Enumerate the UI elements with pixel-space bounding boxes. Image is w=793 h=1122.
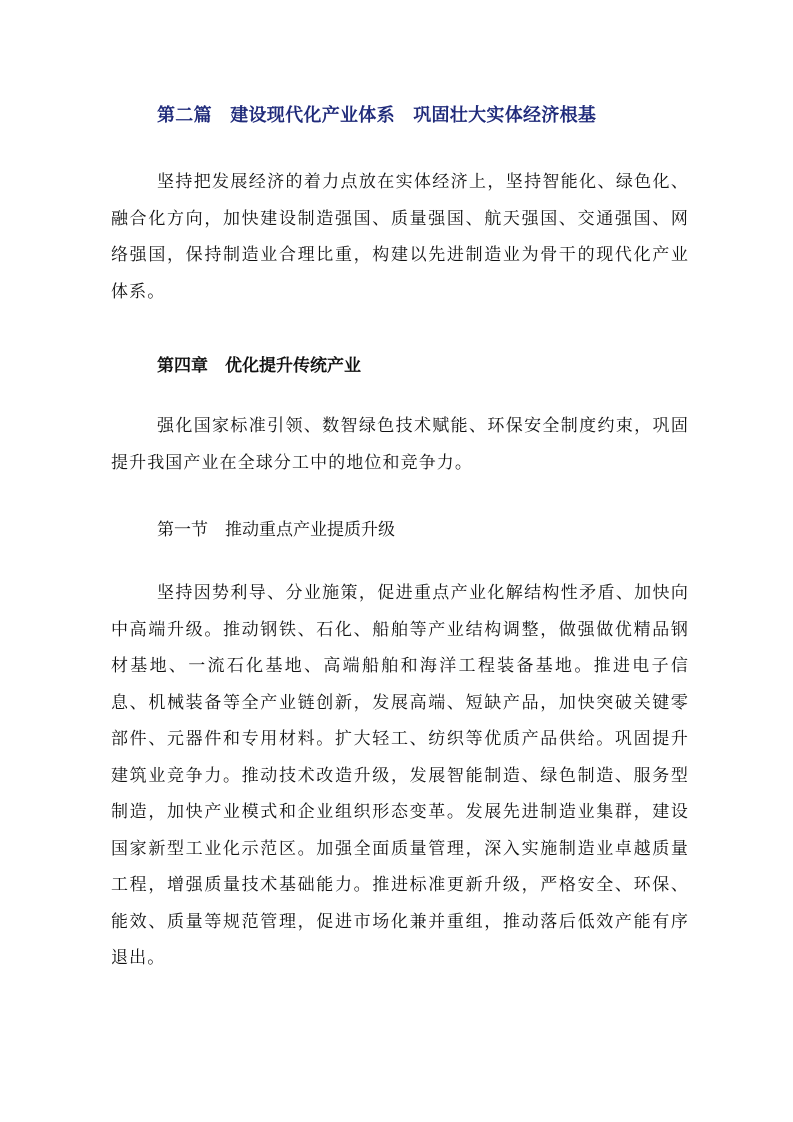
- section-body-paragraph: 坚持因势利导、分业施策，促进重点产业化解结构性矛盾、加快向中高端升级。推动钢铁、石化、船舶等产业结构调整，做强做优精品钢材基地、一流石化基地、高端船舶和海洋工程装备基地。推进电子信息、机械装备等全产业链创新，发展高端、短缺产品，加快突破关键零部件、元器件和专用材料。扩大轻工、纺织等优质产品供给。巩固提升建筑业竞争力。推动技术改造升级，发展智能制造、绿色制造、服务型制造，加快产业模式和企业组织形态变革。发展先进制造业集群，建设国家新型工业化示范区。加强全面质量管理，深入实施制造业卓越质量工程，增强质量技术基础能力。推进标准更新升级，严格安全、环保、能效、质量等规范管理，促进市场化兼并重组，推动落后低效产能有序退出。: [111, 583, 689, 968]
- chapter-intro-paragraph: 强化国家标准引领、数智绿色技术赋能、环保安全制度约束，巩固提升我国产业在全球分工中的地位和竞争力。: [111, 416, 689, 473]
- section-title: 第一节 推动重点产业提质升级: [157, 520, 395, 540]
- part-title: 第二篇 建设现代化产业体系 巩固壮大实体经济根基: [157, 105, 597, 126]
- chapter-title: 第四章 优化提升传统产业: [157, 356, 361, 376]
- part-intro-paragraph: 坚持把发展经济的着力点放在实体经济上，坚持智能化、绿色化、融合化方向，加快建设制造强国、质量强国、航天强国、交通强国、网络强国，保持制造业合理比重，构建以先进制造业为骨干的现代化产业体系。: [111, 172, 689, 302]
